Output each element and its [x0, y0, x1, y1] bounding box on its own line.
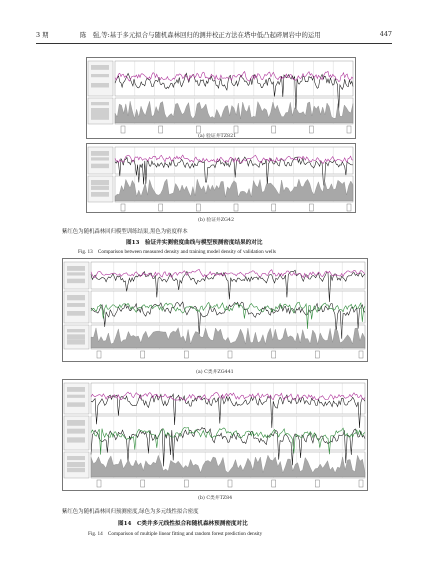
- fig13b-row2-legend-glyph: [91, 180, 109, 185]
- fig14-caption-en: Fig. 14 Comparison of multiple linear fitting and random forest prediction density: [88, 531, 263, 537]
- fig13a-depth-tick: [121, 126, 125, 133]
- fig13a-row1-legend-glyph: [91, 83, 109, 88]
- page-number: 447: [379, 30, 392, 38]
- fig13b-row2-area: [115, 179, 353, 201]
- fig14b-row2-legend-glyph: [67, 420, 85, 426]
- fig14-panel-b: [62, 379, 368, 491]
- fig13b-depth-tick: [234, 204, 238, 211]
- fig13b-depth-tick: [196, 204, 200, 211]
- fig14b-row2-legend-glyph: [67, 429, 85, 434]
- fig14a-row1-legend-glyph: [67, 279, 85, 284]
- fig14-caption-cn: 图14 C类井多元线性拟合和随机森林预测密度对比: [118, 521, 248, 527]
- fig14b-row1-legend-glyph: [67, 387, 85, 392]
- fig13b-row1-legend-glyph: [91, 164, 109, 169]
- fig13-caption-cn: 图13 验证井实测密度曲线与模型预测密度结果的对比: [126, 240, 263, 246]
- running-title: 陈 强,等:基于多元拟合与随机森林回归的测井校正方法在塔中低凸起碎屑岩中的运用: [80, 31, 321, 39]
- fig13b-row1-legend-glyph: [91, 157, 109, 160]
- fig14b-depth-tick: [184, 480, 188, 487]
- fig14b-caption: (b) C类井TZ84: [198, 496, 233, 501]
- fig14-panel-a: [62, 258, 368, 362]
- fig13a-row2-legend-glyph: [91, 108, 109, 114]
- fig14a-caption: (a) C类井ZG441: [196, 370, 234, 375]
- issue-number: 3 期: [36, 31, 49, 39]
- header-rule: [36, 43, 392, 44]
- fig13a-row1-legend-glyph: [91, 74, 109, 77]
- fig13-note: 紫红色为随机森林回归模型训练结果,黑色为密度样本: [62, 229, 188, 235]
- fig14-note: 紫红色为随机森林回归预测密度,绿色为多元线性拟合密度: [62, 509, 199, 515]
- fig14b-depth-tick: [315, 480, 319, 487]
- fig14a-depth-tick: [228, 351, 232, 358]
- fig14b-depth-tick: [359, 480, 363, 487]
- fig14a-row3-legend-glyph: [67, 329, 85, 332]
- fig13a-depth-tick: [309, 126, 313, 133]
- fig14a-depth-tick: [97, 351, 101, 358]
- fig13b-depth-tick: [309, 204, 313, 211]
- fig14a-row2-legend-glyph: [67, 311, 85, 316]
- fig13b-row2-legend-glyph: [91, 186, 109, 190]
- fig14b-row1-legend-glyph: [67, 402, 85, 407]
- fig13b-row2-legend-glyph: [91, 192, 109, 197]
- fig14a-depth-tick: [141, 351, 145, 358]
- fig13a-depth-tick: [159, 126, 163, 133]
- fig14a-row2-legend-glyph: [67, 303, 85, 307]
- fig13a-depth-tick: [347, 126, 351, 133]
- fig13b-depth-tick: [272, 204, 276, 211]
- fig14a-depth-tick: [184, 351, 188, 358]
- fig13b-caption: (b) 验证井ZG42: [198, 218, 234, 223]
- fig13a-row2-legend-glyph: [91, 102, 109, 105]
- fig13a-row2-legend-glyph: [91, 114, 109, 120]
- fig14a-log-plot: [63, 259, 369, 363]
- fig14a-row1-legend-glyph: [67, 266, 85, 271]
- fig14b-row1-legend-glyph: [67, 395, 85, 398]
- fig13a-caption: (a) 验证井TZ821: [198, 134, 237, 139]
- fig13b-depth-tick: [347, 204, 351, 211]
- fig14b-row2-legend-glyph: [67, 437, 85, 442]
- fig14b-depth-tick: [272, 480, 276, 487]
- running-header: [36, 30, 392, 42]
- fig14b-depth-tick: [228, 480, 232, 487]
- fig13b-depth-tick: [121, 204, 125, 211]
- fig14b-depth-tick: [97, 480, 101, 487]
- fig14a-row2-legend-glyph: [67, 295, 85, 300]
- fig13-caption-en: Fig. 13 Comparison between measured density and training model density of validation wells: [78, 249, 276, 255]
- fig13b-depth-tick: [159, 204, 163, 211]
- fig14a-depth-tick: [359, 351, 363, 358]
- fig13b-row1-legend-glyph: [91, 151, 109, 156]
- fig14b-row3-legend-glyph: [67, 456, 85, 460]
- fig13a-row1-legend-glyph: [91, 65, 109, 70]
- fig14b-depth-tick: [141, 480, 145, 487]
- fig14b-log-plot: [63, 380, 369, 492]
- fig14b-row3-legend-glyph: [67, 468, 85, 472]
- fig14a-row3-legend-glyph: [67, 334, 85, 339]
- fig14a-row3-legend-glyph: [67, 340, 85, 345]
- fig14a-depth-tick: [272, 351, 276, 358]
- fig13b-log-plot: [87, 144, 357, 214]
- fig14a-depth-tick: [315, 351, 319, 358]
- fig13-panel-b: [86, 143, 356, 213]
- fig14a-row1-legend-glyph: [67, 272, 85, 275]
- fig14b-row3-legend-glyph: [67, 462, 85, 467]
- fig13-panel-a: [86, 57, 356, 139]
- fig13a-depth-tick: [272, 126, 276, 133]
- fig13a-log-plot: [87, 58, 357, 140]
